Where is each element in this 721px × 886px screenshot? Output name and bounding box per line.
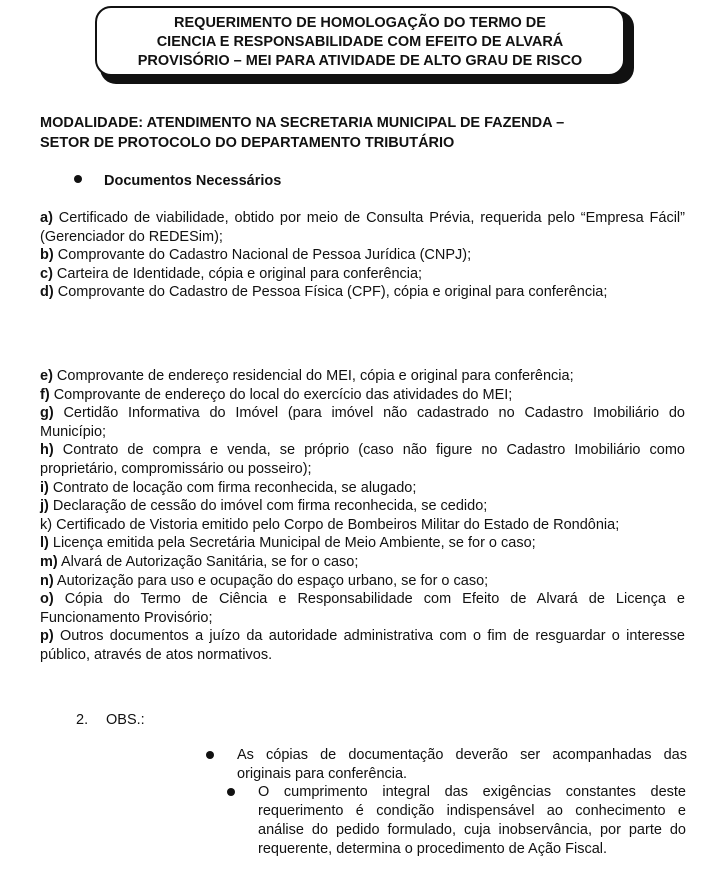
list-item-f: f) Comprovante de endereço do local do exercício das atividades do MEI;	[40, 386, 513, 403]
documents-heading	[74, 171, 281, 191]
list-item-j: j) Declaração de cessão do imóvel com firma reconhecida, se cedido;	[40, 498, 488, 515]
obs-heading	[76, 710, 145, 730]
obs-note-2	[258, 783, 686, 859]
list-item-p: p) Outros documentos a juízo da autoridade administrativa com o fim de resguardar o interesse público, através de atos normativos.	[40, 628, 685, 663]
documents-list-part-1	[40, 209, 685, 302]
documents-list-part-2	[40, 367, 685, 665]
obs-note-2-text: O cumprimento integral das exigências constantes deste requerimento é condição indispensável ao conhecimento e análise do pedido formulado, cuja inobservância, por parte do requerente, determina o procedimento de Ação Fiscal.	[258, 784, 686, 857]
list-item-l: l) Licença emitida pela Secretária Municipal de Meio Ambiente, se for o caso;	[40, 535, 536, 552]
modalidade-line-1: MODALIDADE: ATENDIMENTO NA SECRETARIA MUNICIPAL DE FAZENDA –	[40, 115, 565, 131]
list-item-g: g) Certidão Informativa do Imóvel (para imóvel não cadastrado no Cadastro Imobiliário do Município;	[40, 405, 685, 440]
list-item-d: d) Comprovante do Cadastro de Pessoa Física (CPF), cópia e original para conferência;	[40, 284, 608, 301]
title-line-2: CIENCIA E RESPONSABILIDADE COM EFEITO DE ALVARÁ	[156, 34, 564, 50]
list-item-i: i) Contrato de locação com firma reconhecida, se alugado;	[40, 479, 417, 496]
bullet-icon	[206, 751, 214, 759]
list-item-h: h) Contrato de compra e venda, se próprio (caso não figure no Cadastro Imobiliário como proprietário, compromissário ou posseiro);	[40, 442, 685, 477]
documents-heading-label: Documentos Necessários	[104, 173, 282, 189]
obs-note-1	[237, 746, 687, 784]
bullet-icon	[227, 788, 235, 796]
modalidade-heading	[40, 113, 690, 153]
list-item-n: n) Autorização para uso e ocupação do espaço urbano, se for o caso;	[40, 572, 489, 589]
list-item-a: a) Certificado de viabilidade, obtido por meio de Consulta Prévia, requerida pelo “Empresa Fácil” (Gerenciador do REDESim);	[40, 210, 685, 245]
obs-number: 2.	[76, 712, 89, 728]
modalidade-line-2: SETOR DE PROTOCOLO DO DEPARTAMENTO TRIBUTÁRIO	[40, 135, 455, 151]
bullet-icon	[74, 175, 82, 183]
list-item-c: c) Carteira de Identidade, cópia e original para conferência;	[40, 265, 423, 282]
obs-label: OBS.:	[106, 712, 145, 728]
title-line-3: PROVISÓRIO – MEI PARA ATIVIDADE DE ALTO GRAU DE RISCO	[137, 53, 583, 69]
document-title	[95, 6, 625, 76]
list-item-k: k) Certificado de Vistoria emitido pelo Corpo de Bombeiros Militar do Estado de Rondônia;	[40, 516, 620, 533]
list-item-m: m) Alvará de Autorização Sanitária, se for o caso;	[40, 553, 359, 570]
list-item-o: o) Cópia do Termo de Ciência e Responsabilidade com Efeito de Alvará de Licença e Funcionamento Provisório;	[40, 591, 685, 626]
obs-note-1-text: As cópias de documentação deverão ser acompanhadas das originais para conferência.	[237, 747, 687, 782]
title-line-1: REQUERIMENTO DE HOMOLOGAÇÃO DO TERMO DE	[174, 15, 546, 31]
list-item-e: e) Comprovante de endereço residencial do MEI, cópia e original para conferência;	[40, 368, 574, 384]
list-item-b: b) Comprovante do Cadastro Nacional de Pessoa Jurídica (CNPJ);	[40, 247, 472, 264]
